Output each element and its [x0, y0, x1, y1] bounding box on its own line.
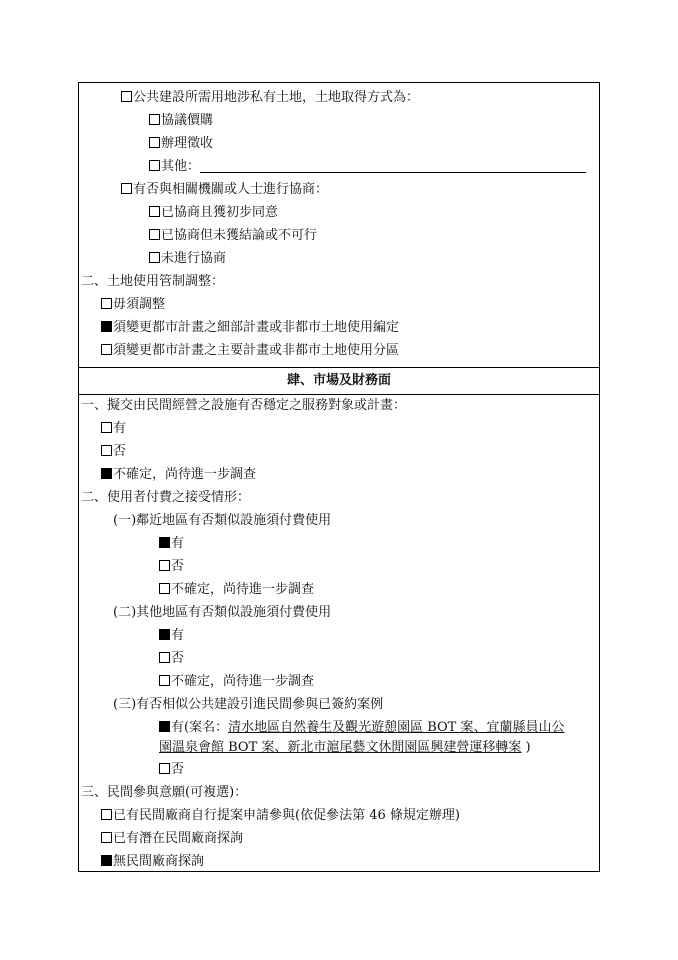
land-use-option-main-plan: 須變更都市計畫之主要計畫或非都市土地使用分區	[101, 342, 399, 360]
land-use-option-detailed-plan: 須變更都市計畫之細部計畫或非都市土地使用編定	[101, 319, 399, 337]
q2-sub2-option-yes: 有	[159, 627, 184, 645]
checkbox[interactable]	[149, 206, 160, 217]
consultation-option-no-conclusion: 已協商但未獲結論或不可行	[149, 227, 317, 245]
q3-option-no-inquiry: 無民間廠商探詢	[101, 853, 204, 871]
checkbox[interactable]	[159, 652, 170, 663]
checkbox[interactable]	[101, 298, 112, 309]
checkbox[interactable]	[149, 229, 160, 240]
acquisition-option-negotiated-purchase: 協議價購	[149, 112, 213, 130]
checkbox[interactable]	[101, 344, 112, 355]
case-names-line2-row	[159, 739, 531, 757]
checkbox[interactable]	[149, 252, 160, 263]
case-names-line1: 清水地區自然養生及觀光遊憩園區 BOT 案、宜蘭縣員山公	[228, 720, 565, 735]
checkbox[interactable]	[149, 114, 160, 125]
q1-option-no: 否	[101, 443, 126, 461]
q2-sub1-option-yes: 有	[159, 535, 184, 553]
checkbox[interactable]	[101, 832, 112, 843]
checkbox-checked[interactable]	[101, 855, 112, 866]
consultation-option-agreed: 已協商且獲初步同意	[149, 204, 278, 222]
checkbox[interactable]	[149, 137, 160, 148]
case-names-line2: 園溫泉會館 BOT 案、新北市滬尾藝文休閒園區興建營運移轉案	[159, 740, 522, 755]
section4-heading: 肆、市場及財務面	[286, 373, 391, 388]
form-table	[78, 82, 600, 872]
consultation-checkbox[interactable]	[121, 183, 132, 194]
land-use-option-no-change: 毋須調整	[101, 296, 165, 314]
checkbox[interactable]	[101, 422, 112, 433]
consultation-question: 有否與相關機關或人士進行協商：	[121, 181, 328, 199]
acquisition-option-expropriation: 辦理徵收	[149, 135, 213, 153]
q2-sub1-title: (一)鄰近地區有否類似設施須付費使用	[113, 513, 332, 528]
checkbox[interactable]	[159, 763, 170, 774]
acquisition-option-other: 其他：	[149, 158, 586, 176]
checkbox-checked[interactable]	[159, 721, 170, 732]
q1-option-uncertain: 不確定，尚待進一步調查	[101, 466, 256, 484]
section-divider	[79, 394, 599, 395]
consultation-option-none: 未進行協商	[149, 250, 226, 268]
q2-sub2-option-no: 否	[159, 650, 184, 668]
other-fill-line[interactable]	[200, 158, 586, 173]
checkbox-checked[interactable]	[159, 629, 170, 640]
q3-option-self-proposal: 已有民間廠商自行提案申請參與(依促參法第 46 條規定辦理)	[101, 807, 460, 825]
q1-option-yes: 有	[101, 420, 126, 438]
q3-title: 三、民間參與意願(可複選)：	[81, 785, 248, 800]
acquisition-question: 公共建設所需用地涉私有土地，土地取得方式為：	[121, 89, 419, 107]
checkbox[interactable]	[159, 583, 170, 594]
q1-title: 一、擬交由民間經營之設施有否穩定之服務對象或計畫：	[81, 398, 407, 413]
q2-sub3-option-no: 否	[159, 761, 184, 779]
acquisition-checkbox[interactable]	[121, 91, 132, 102]
q2-title: 二、使用者付費之接受情形：	[81, 490, 251, 505]
q3-option-potential-inquiry: 已有潛在民間廠商探詢	[101, 830, 243, 848]
checkbox[interactable]	[101, 445, 112, 456]
q2-sub3-title: (三)有否相似公共建設引進民間參與已簽約案例	[113, 697, 384, 712]
q2-sub1-option-uncertain: 不確定，尚待進一步調查	[159, 581, 314, 599]
q2-sub2-option-uncertain: 不確定，尚待進一步調查	[159, 673, 314, 691]
land-use-title: 二、土地使用管制調整：	[81, 274, 225, 289]
case-names-close: )	[525, 740, 531, 755]
q2-sub2-title: (二)其他地區有否類似設施須付費使用	[113, 605, 332, 620]
q2-sub3-option-yes: 有(案名：清水地區自然養生及觀光遊憩園區 BOT 案、宜蘭縣員山公	[159, 719, 564, 737]
checkbox-checked[interactable]	[101, 468, 112, 479]
checkbox[interactable]	[101, 809, 112, 820]
checkbox[interactable]	[149, 160, 160, 171]
checkbox-checked[interactable]	[159, 537, 170, 548]
checkbox[interactable]	[159, 560, 170, 571]
checkbox-checked[interactable]	[101, 321, 112, 332]
section-divider	[79, 367, 599, 368]
checkbox[interactable]	[159, 675, 170, 686]
q2-sub1-option-no: 否	[159, 558, 184, 576]
